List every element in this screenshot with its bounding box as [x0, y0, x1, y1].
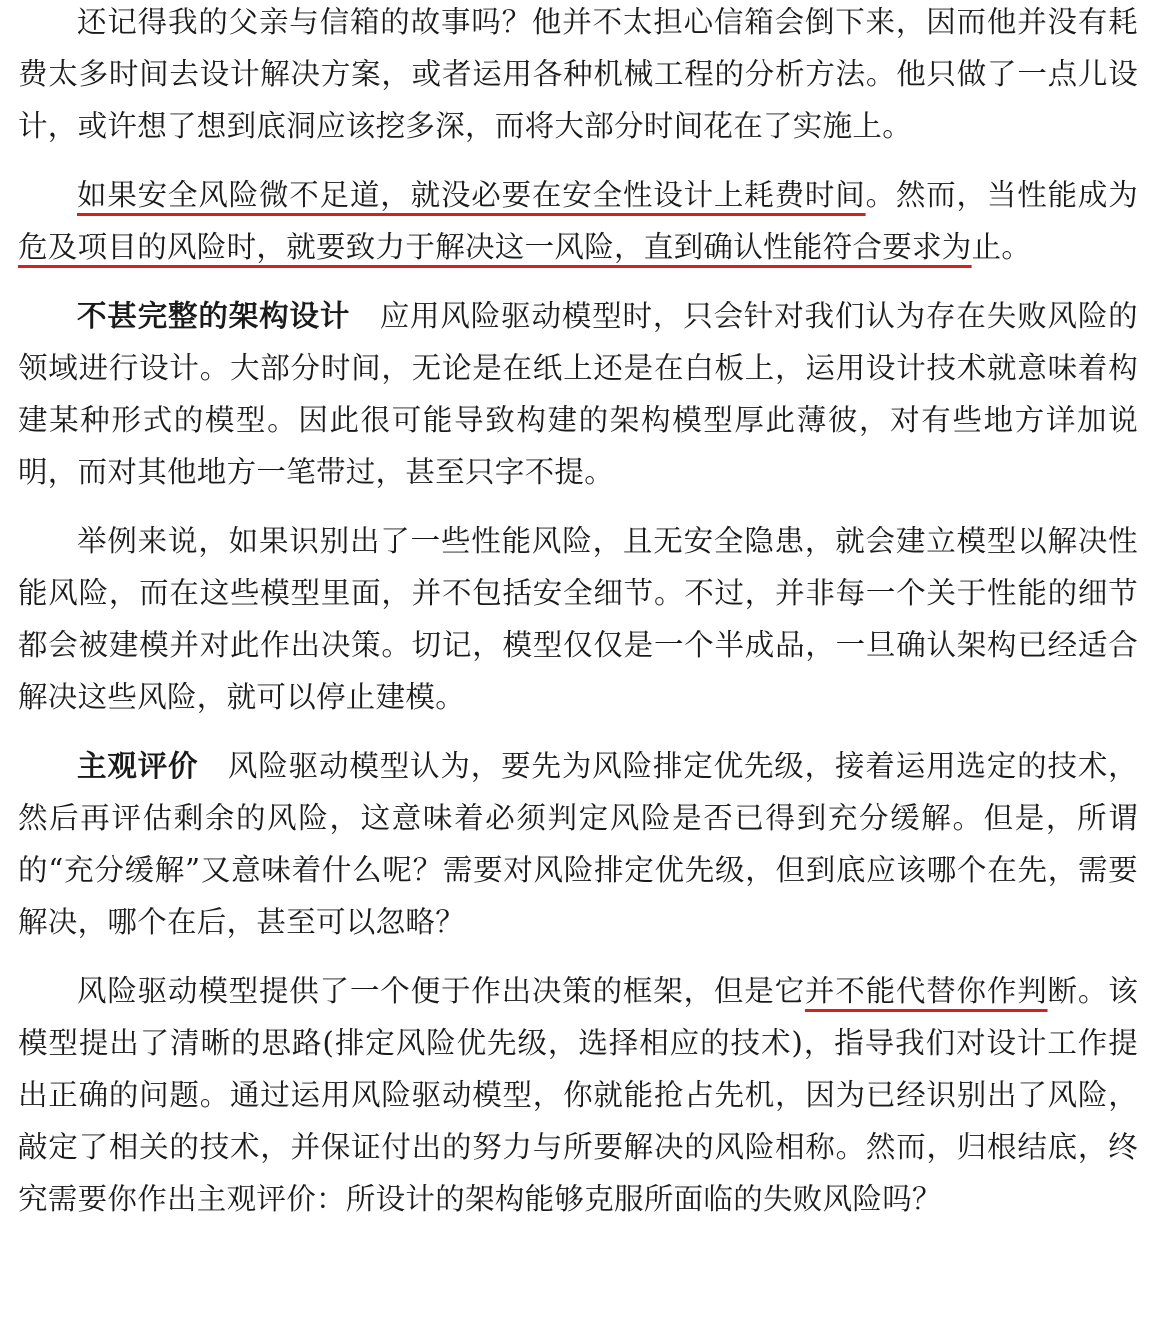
red-underline-performance-sentence: 危及项目的风险时，就要致力于解决这一风险，直到确认性能符合要求为	[18, 230, 972, 264]
paragraph-incomplete-design	[18, 290, 1138, 498]
paragraph-text: 风险驱动模型认为，要先为风险排定优先级，接着运用选定的技术，然后再评估剩余的风险，这意味着必须判定风险是否已得到充分缓解。但是，所谓的“充分缓解”又意味着什么呢？需要对风险排定优先级，但到底应该哪个在先，需要解决，哪个在后，甚至可以忽略？	[18, 749, 1138, 939]
paragraph-decision-framework	[18, 965, 1138, 1225]
paragraph-text: 止。	[971, 230, 1032, 264]
paragraph-text: 举例来说，如果识别出了一些性能风险，且无安全隐患，就会建立模型以解决性能风险，而在这些模型里面，并不包括安全细节。不过，并非每一个关于性能的细节都会被建模并对此作出决策。切记，模型仅仅是一个半成品，一旦确认架构已经适合解决这些风险，就可以停止建模。	[18, 524, 1138, 714]
section-heading-incomplete-design: 不甚完整的架构设计	[77, 299, 351, 333]
section-heading-subjective-evaluation: 主观评价	[77, 749, 199, 783]
paragraph-text: 断。该模型提出了清晰的思路(排定风险优先级，选择相应的技术)，指导我们对设计工作提出正确的问题。通过运用风险驱动模型，你就能抢占先机，因为已经识别出了风险，敲定了相关的技术，并保证付出的努力与所要解决的风险相称。然而，归根结底，终究需要你作出主观评价：所设计的架构能够克服所面临的失败风险吗？	[18, 974, 1139, 1216]
paragraph-text: 还记得我的父亲与信箱的故事吗？他并不太担心信箱会倒下来，因而他并没有耗费太多时间去设计解决方案，或者运用各种机械工程的分析方法。他只做了一点儿设计，或许想了想到底洞应该挖多深，而将大部分时间花在了实施上。	[18, 5, 1138, 143]
paragraph-text: 风险驱动模型提供了一个便于作出决策的框架，但是它	[77, 974, 805, 1008]
paragraph-mailbox-story	[18, 0, 1138, 152]
paragraph-subjective-evaluation	[18, 740, 1138, 948]
paragraph-example	[18, 515, 1138, 723]
red-underline-security-sentence: 如果安全风险微不足道，就没必要在安全性设计上耗费时间	[77, 178, 866, 212]
red-underline-judgement-phrase: 并不能代替你作判	[804, 974, 1048, 1008]
paragraph-text: 应用风险驱动模型时，只会针对我们认为存在失败风险的领域进行设计。大部分时间，无论是在纸上还是在白板上，运用设计技术就意味着构建某种形式的模型。因此很可能导致构建的架构模型厚此薄彼，对有些地方详加说明，而对其他地方一笔带过，甚至只字不提。	[18, 299, 1138, 489]
paragraph-security-risk	[18, 169, 1138, 273]
paragraph-text: 。然而，当性能成为	[865, 178, 1138, 212]
